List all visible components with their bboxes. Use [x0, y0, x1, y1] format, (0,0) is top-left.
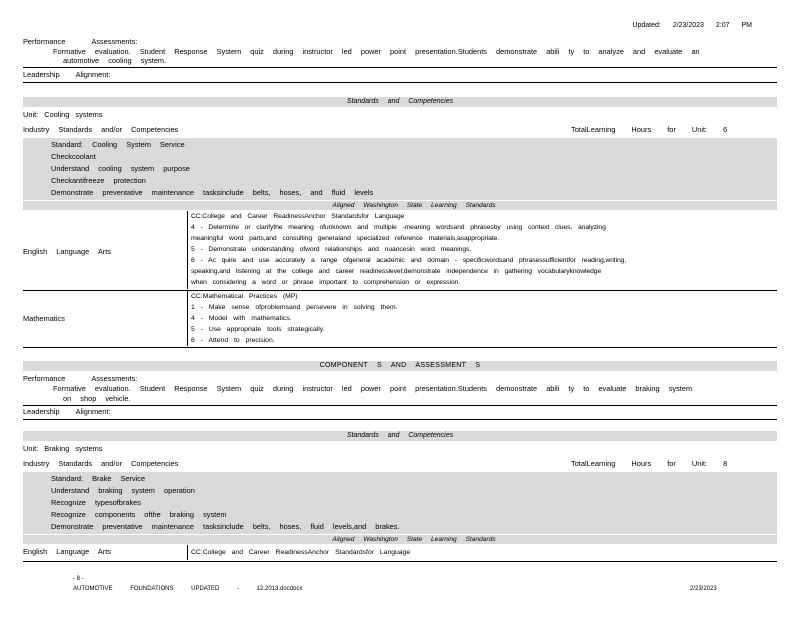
aligned-header-1: Aligned Washington State Learning Standards [23, 201, 777, 210]
list-item: Checkcoolant [51, 152, 96, 161]
unit-value: Cooling systems [44, 110, 103, 119]
updated-stamp [632, 22, 752, 30]
unit-value: Braking systems [44, 444, 103, 453]
standard-line: 6 - Ac quire and use accurately a range ofgeneral academic and domain - specificwordsand phrasessufficientfor reading,writing, [191, 257, 627, 264]
alignment-label: Alignment: [75, 70, 111, 79]
leadership-alignment-1 [23, 71, 777, 80]
divider [23, 405, 777, 406]
aligned-header-2: Aligned Washington State Learning Standards [23, 535, 777, 544]
math-row-1 [23, 291, 777, 348]
standard-line: 5 - Use appropriate tools strategically. [191, 326, 325, 333]
ela-row-2 [23, 545, 777, 562]
unit-line-1 [23, 111, 777, 120]
unit-line-2 [23, 445, 777, 454]
industry-standards-list-2 [23, 472, 777, 534]
leadership-label: Leadership [23, 407, 60, 416]
list-item: Understand cooling system purpose [51, 164, 190, 173]
standard-line: speaking,and listening at the college and career readinesslevel;demonstrate independence in gathering vocabularyknowledge [191, 268, 602, 275]
math-label: Mathematics [23, 314, 65, 323]
ela-standards [187, 211, 777, 289]
total-hours [571, 460, 727, 469]
updated-time: 2:07 PM [715, 22, 752, 29]
total-value: 6 [723, 125, 728, 134]
assessment-line: Formative evaluation. Student Response System quiz during instructor led power point presentation.Students demonstrate abili ty to analyze and evaluate an [53, 47, 700, 56]
assessment-line: automotive cooling system. [63, 56, 167, 65]
unit-label: Unit: [23, 110, 39, 119]
performance-label: Performance [23, 37, 66, 46]
standards-header-1: Standards and Competencies [23, 97, 777, 107]
ela-row-1 [23, 211, 777, 291]
total-label: TotalLearning Hours for Unit: [571, 125, 708, 134]
divider [23, 67, 777, 68]
footer-date: 2/23/2023 [690, 586, 717, 592]
assessment-text-2 [23, 385, 777, 394]
standard-line: 4 - Determine or clarifythe meaning ofunknown and multiple -meaning wordsand phrasesby using context clues, analyzing [191, 224, 606, 231]
list-item: Checkantifreeze protection [51, 176, 146, 185]
standard-line: 1 - Make sense ofproblemsand persevere in solving them. [191, 304, 398, 311]
list-item: Recognize typesofbrakes [51, 498, 141, 507]
industry-line-1 [23, 126, 777, 135]
footer-page-number: - 8 - [73, 576, 84, 582]
industry-label: Industry Standards and/or Competencies [23, 459, 179, 468]
updated-date: 2/23/2023 [672, 22, 704, 29]
unit-label: Unit: [23, 444, 39, 453]
industry-line-2 [23, 460, 777, 469]
alignment-label: Alignment: [75, 407, 111, 416]
math-standards [187, 291, 777, 346]
list-item: Understand braking system operation [51, 486, 195, 495]
components-header: COMPONENT S AND ASSESSMENT S [23, 361, 777, 371]
standard-line: 4 - Model with mathematics. [191, 315, 292, 322]
divider [23, 82, 777, 83]
list-item: Standard: Cooling System Service [51, 140, 185, 149]
performance-assessments-1 [23, 38, 777, 47]
total-hours [571, 126, 727, 135]
ela-label: English Language Arts [23, 247, 111, 256]
assessment-line: Formative evaluation. Student Response System quiz during instructor led power point presentation.Students demonstrate abili ty to evaluate braking system [53, 384, 693, 393]
ela-label: English Language Arts [23, 547, 111, 556]
assessment-text-1b [63, 57, 763, 66]
leadership-alignment-2 [23, 408, 777, 417]
assessment-line: on shop vehicle. [63, 394, 131, 403]
list-item: Recognize components ofthe braking system [51, 510, 227, 519]
leadership-label: Leadership [23, 70, 60, 79]
assessments-label: Assessments: [91, 37, 138, 46]
standard-line: 5 - Demonstrate understanding ofword relationships and nuancesin word meanings. [191, 246, 472, 253]
assessments-label: Assessments: [91, 374, 138, 383]
footer-doc-name: AUTOMOTIVE FOUNDATIONS UPDATED - 12.2013.docdocx [73, 586, 303, 592]
standards-header-2: Standards and Competencies [23, 431, 777, 441]
list-item: Demonstrate preventative maintenance tasksinclude belts, hoses, fluid levels,and brakes. [51, 522, 400, 531]
divider [23, 419, 777, 420]
standard-line: CC:College and Career ReadinessAnchor Standardsfor Language [191, 213, 405, 220]
list-item: Demonstrate preventative maintenance tasksinclude belts, hoses, and fluid levels [51, 188, 374, 197]
standard-line: 6 - Attend to precision. [191, 337, 275, 344]
total-value: 8 [723, 459, 728, 468]
total-label: TotalLearning Hours for Unit: [571, 459, 708, 468]
ela-standards [187, 545, 777, 560]
performance-label: Performance [23, 374, 66, 383]
performance-assessments-2 [23, 375, 777, 384]
updated-label: Updated: [632, 22, 661, 29]
standard-line: CC:College and Career ReadinessAnchor Standardsfor Language [191, 549, 411, 556]
assessment-text-2b [63, 395, 763, 404]
standard-line: CC:Mathematical Practices (MP) [191, 293, 298, 300]
industry-label: Industry Standards and/or Competencies [23, 125, 179, 134]
standard-line: when considering a word or phrase important to comprehension or expression. [191, 279, 461, 286]
list-item: Standard: Brake Service [51, 474, 146, 483]
standard-line: meaningful word parts,and consulting generaland specialized reference materials,asappropriate. [191, 235, 500, 242]
industry-standards-list-1 [23, 138, 777, 200]
